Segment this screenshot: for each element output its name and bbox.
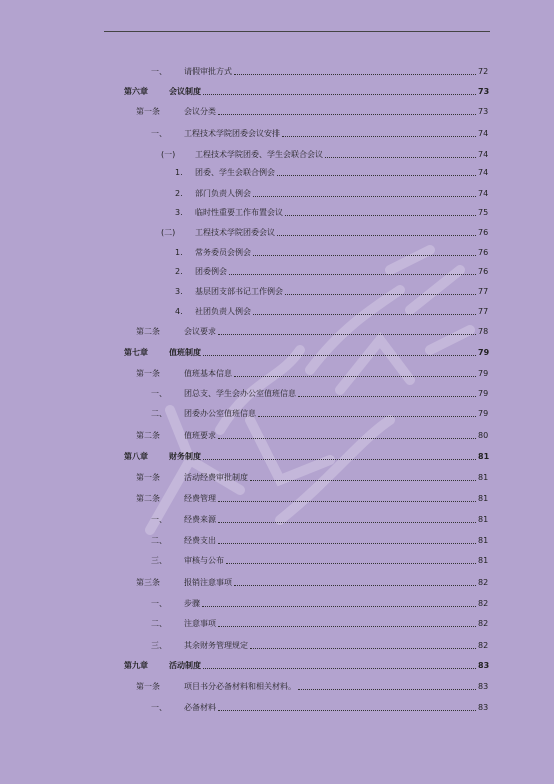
dot-leader: [218, 501, 476, 502]
toc-number: 3.: [175, 208, 183, 217]
dot-leader: [218, 438, 476, 439]
toc-number: 第一条: [136, 369, 160, 378]
toc-number: 二、: [151, 409, 167, 418]
dot-leader: [285, 215, 476, 216]
toc-row[interactable]: [124, 85, 488, 99]
dot-leader: [258, 416, 476, 417]
dot-leader: [218, 543, 476, 544]
toc-row[interactable]: [136, 105, 488, 119]
toc-title: 值班制度: [169, 348, 201, 357]
toc-number: 1.: [175, 248, 183, 257]
toc-row[interactable]: [124, 659, 488, 673]
toc-row[interactable]: [136, 680, 488, 694]
toc-page-number: 73: [478, 107, 489, 116]
dot-leader: [253, 255, 476, 256]
toc-number: 一、: [151, 129, 167, 138]
toc-number: 2.: [175, 189, 183, 198]
toc-number: 一、: [151, 703, 167, 712]
dot-leader: [298, 396, 476, 397]
toc-row[interactable]: [136, 429, 488, 443]
toc-row[interactable]: [161, 226, 488, 240]
toc-page-number: 74: [478, 129, 489, 138]
toc-title: 团委办公室值班信息: [184, 409, 256, 418]
toc-number: 三、: [151, 641, 167, 650]
toc-title: 活动制度: [169, 661, 201, 670]
toc-page-number: 81: [478, 536, 489, 545]
toc-number: 一、: [151, 515, 167, 524]
toc-number: 第九章: [124, 661, 148, 670]
toc-row[interactable]: [175, 166, 488, 180]
toc-row[interactable]: [136, 492, 488, 506]
toc-title: 工程技术学院团委会议安排: [184, 129, 280, 138]
toc-row[interactable]: [151, 617, 488, 631]
toc-row[interactable]: [136, 367, 488, 381]
toc-row[interactable]: [175, 285, 488, 299]
toc-title: 工程技术学院团委会议: [195, 228, 275, 237]
toc-title: 财务制度: [169, 452, 201, 461]
toc-row[interactable]: [124, 346, 488, 360]
toc-number: 3.: [175, 287, 183, 296]
toc-page-number: 76: [478, 248, 489, 257]
toc-page-number: 81: [478, 515, 489, 524]
toc-row[interactable]: [136, 576, 488, 590]
toc-page-number: 81: [478, 452, 490, 461]
toc-title: 部门负责人例会: [195, 189, 251, 198]
toc-row[interactable]: [151, 534, 488, 548]
toc-row[interactable]: [175, 187, 488, 201]
toc-number: 4.: [175, 307, 183, 316]
toc-page-number: 74: [478, 168, 489, 177]
toc-page-number: 77: [478, 287, 489, 296]
toc-page-number: 76: [478, 267, 489, 276]
toc-title: 团委例会: [195, 267, 227, 276]
toc-title: 项目书分必备材料和相关材料。: [184, 682, 296, 691]
toc-page-number: 82: [478, 641, 489, 650]
toc-page-number: 75: [478, 208, 489, 217]
dot-leader: [202, 606, 476, 607]
toc-number: 第一条: [136, 107, 160, 116]
toc-title: 值班要求: [184, 431, 216, 440]
toc-row[interactable]: [151, 65, 488, 79]
toc-row[interactable]: [151, 639, 488, 653]
toc-row[interactable]: [151, 513, 488, 527]
toc-title: 团总支、学生会办公室值班信息: [184, 389, 296, 398]
toc-number: 一、: [151, 67, 167, 76]
toc-row[interactable]: [151, 597, 488, 611]
toc-row[interactable]: [151, 407, 488, 421]
toc-page-number: 79: [478, 348, 490, 357]
toc-row[interactable]: [175, 206, 488, 220]
toc-page-number: 72: [478, 67, 489, 76]
toc-number: (二): [161, 228, 176, 237]
toc-row[interactable]: [151, 554, 488, 568]
toc-title: 其余财务管理规定: [184, 641, 248, 650]
toc-number: 一、: [151, 389, 167, 398]
dot-leader: [298, 689, 476, 690]
toc-page-number: 77: [478, 307, 489, 316]
dot-leader: [234, 585, 476, 586]
dot-leader: [325, 157, 476, 158]
dot-leader: [282, 136, 476, 137]
toc-row[interactable]: [161, 148, 488, 162]
toc-page-number: 83: [478, 661, 490, 670]
dot-leader: [277, 175, 476, 176]
toc-page-number: 73: [478, 87, 490, 96]
dot-leader: [218, 710, 476, 711]
toc-title: 必备材料: [184, 703, 216, 712]
toc-title: 活动经费审批制度: [184, 473, 248, 482]
toc-number: 二、: [151, 536, 167, 545]
toc-page-number: 83: [478, 703, 489, 712]
toc-row[interactable]: [151, 701, 488, 715]
dot-leader: [234, 376, 476, 377]
toc-row[interactable]: [136, 471, 488, 485]
dot-leader: [203, 459, 476, 460]
dot-leader: [218, 334, 476, 335]
toc-page-number: 82: [478, 578, 489, 587]
toc-title: 注意事项: [184, 619, 216, 628]
toc-row[interactable]: [151, 127, 488, 141]
toc-page-number: 76: [478, 228, 489, 237]
toc-row[interactable]: [175, 246, 488, 260]
toc-number: (一): [161, 150, 176, 159]
toc-title: 审核与公布: [184, 556, 224, 565]
toc-title: 社团负责人例会: [195, 307, 251, 316]
dot-leader: [234, 74, 476, 75]
toc-row[interactable]: [124, 450, 488, 464]
dot-leader: [218, 522, 476, 523]
dot-leader: [218, 626, 476, 627]
toc-number: 第七章: [124, 348, 148, 357]
toc-number: 第六章: [124, 87, 148, 96]
toc-page-number: 82: [478, 599, 489, 608]
toc-number: 1.: [175, 168, 183, 177]
toc-title: 经费支出: [184, 536, 216, 545]
toc-number: 第二条: [136, 327, 160, 336]
toc-number: 第二条: [136, 431, 160, 440]
toc-row[interactable]: [136, 325, 488, 339]
toc-title: 报销注意事项: [184, 578, 232, 587]
toc-page-number: 81: [478, 494, 489, 503]
dot-leader: [203, 668, 476, 669]
toc-row[interactable]: [175, 265, 488, 279]
toc-title: 值班基本信息: [184, 369, 232, 378]
toc-title: 工程技术学院团委、学生会联合会议: [195, 150, 323, 159]
toc-row[interactable]: [175, 305, 488, 319]
toc-title: 经费管理: [184, 494, 216, 503]
dot-leader: [250, 648, 476, 649]
toc-title: 会议分类: [184, 107, 216, 116]
toc-page-number: 79: [478, 409, 489, 418]
toc-number: 第三条: [136, 578, 160, 587]
toc-page-number: 82: [478, 619, 489, 628]
toc-number: 2.: [175, 267, 183, 276]
dot-leader: [277, 235, 476, 236]
toc-title: 会议制度: [169, 87, 201, 96]
toc-number: 一、: [151, 599, 167, 608]
toc-number: 二、: [151, 619, 167, 628]
dot-leader: [218, 114, 476, 115]
toc-title: 步骤: [184, 599, 200, 608]
toc-title: 请假审批方式: [184, 67, 232, 76]
toc-number: 三、: [151, 556, 167, 565]
dot-leader: [203, 94, 476, 95]
toc-title: 团委、学生会联合例会: [195, 168, 275, 177]
toc-page-number: 81: [478, 473, 489, 482]
toc-title: 临时性重要工作布置会议: [195, 208, 283, 217]
toc-page-number: 74: [478, 189, 489, 198]
dot-leader: [250, 480, 476, 481]
toc-page-number: 79: [478, 369, 489, 378]
toc-number: 第一条: [136, 682, 160, 691]
dot-leader: [203, 355, 476, 356]
toc-title: 常务委员会例会: [195, 248, 251, 257]
toc-number: 第一条: [136, 473, 160, 482]
toc-row[interactable]: [151, 387, 488, 401]
toc-title: 基层团支部书记工作例会: [195, 287, 283, 296]
toc-page-number: 74: [478, 150, 489, 159]
dot-leader: [253, 196, 476, 197]
toc-page-number: 83: [478, 682, 489, 691]
toc-page-number: 78: [478, 327, 489, 336]
toc-title: 经费来源: [184, 515, 216, 524]
dot-leader: [229, 274, 476, 275]
toc-page-number: 79: [478, 389, 489, 398]
toc-number: 第二条: [136, 494, 160, 503]
dot-leader: [253, 314, 476, 315]
dot-leader: [226, 563, 476, 564]
toc-page-number: 80: [478, 431, 489, 440]
dot-leader: [285, 294, 476, 295]
toc-number: 第八章: [124, 452, 148, 461]
toc-page-number: 81: [478, 556, 489, 565]
toc-title: 会议要求: [184, 327, 216, 336]
